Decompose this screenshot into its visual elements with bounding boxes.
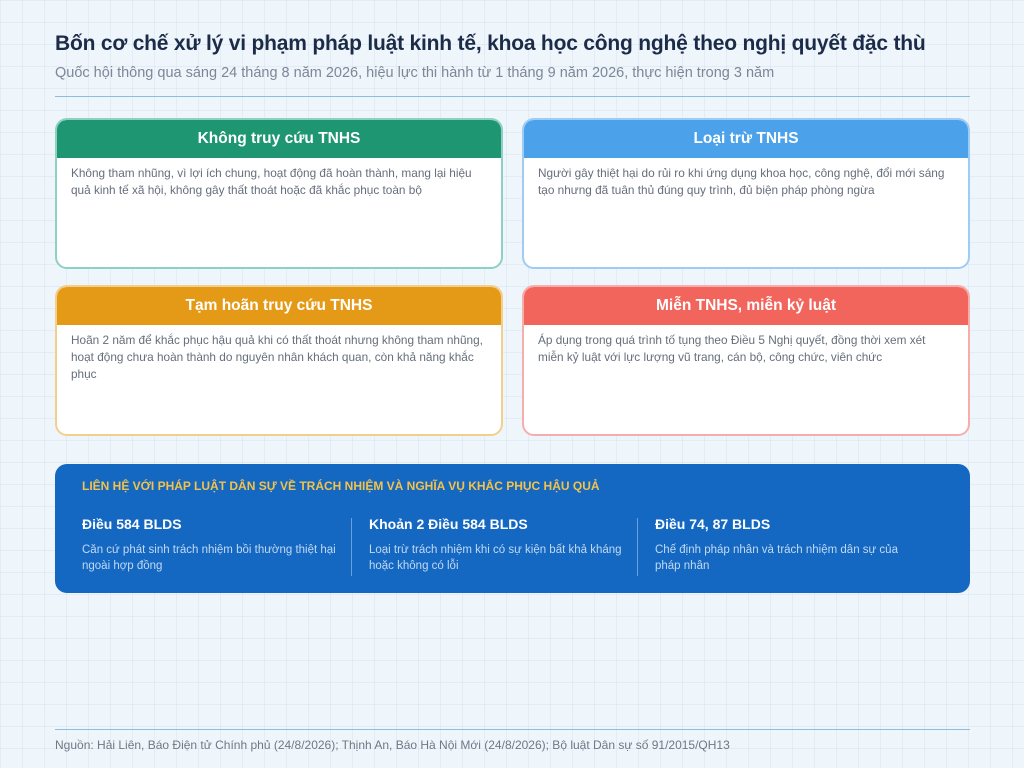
page-title: Bốn cơ chế xử lý vi phạm pháp luật kinh tế, khoa học công nghệ theo nghị quyết đặc thù bbox=[55, 32, 926, 55]
civil-law-item bbox=[655, 516, 925, 574]
mechanism-card-exclusion bbox=[522, 118, 970, 269]
civil-law-item-text: Căn cứ phát sinh trách nhiệm bồi thường thiệt hại ngoài hợp đồng bbox=[82, 544, 336, 572]
column-divider bbox=[351, 518, 352, 576]
mechanism-card-title: Miễn TNHS, miễn kỷ luật bbox=[524, 287, 968, 325]
column-divider bbox=[637, 518, 638, 576]
civil-law-item-text: Loại trừ trách nhiệm khi có sự kiện bất khả kháng hoặc không có lỗi bbox=[369, 544, 622, 572]
mechanism-card-exemption bbox=[522, 285, 970, 436]
mechanism-card-description: Áp dụng trong quá trình tố tụng theo Điều 5 Nghị quyết, đồng thời xem xét miễn kỷ luật với lực lượng vũ trang, cán bộ, công chức, viên chức bbox=[538, 333, 926, 364]
mechanism-card-title: Tạm hoãn truy cứu TNHS bbox=[57, 287, 501, 325]
mechanism-card-description: Người gây thiệt hại do rủi ro khi ứng dụng khoa học, công nghệ, đổi mới sáng tạo nhưng đã tuân thủ đúng quy trình, đủ biện pháp phòng ngừa bbox=[538, 166, 945, 197]
civil-law-item bbox=[82, 516, 352, 574]
civil-law-item-title: Điều 584 BLDS bbox=[82, 516, 182, 532]
civil-law-item-text: Chế định pháp nhân và trách nhiệm dân sự của pháp nhân bbox=[655, 544, 898, 572]
civil-law-item bbox=[369, 516, 639, 574]
source-note: Nguồn: Hải Liên, Báo Điện tử Chính phủ (24/8/2026); Thịnh An, Báo Hà Nội Mới (24/8/2026); Bộ luật Dân sự số 91/2015/QH13 bbox=[55, 738, 730, 752]
page-subtitle: Quốc hội thông qua sáng 24 tháng 8 năm 2026, hiệu lực thi hành từ 1 tháng 9 năm 2026, thực hiện trong 3 năm bbox=[55, 65, 775, 81]
civil-law-panel bbox=[55, 464, 970, 593]
civil-law-item-title: Khoản 2 Điều 584 BLDS bbox=[369, 516, 528, 532]
mechanism-card-description: Không tham nhũng, vì lợi ích chung, hoạt động đã hoàn thành, mang lại hiệu quả kinh tế xã hội, không gây thất thoát hoặc đã khắc phục toàn bộ bbox=[71, 166, 472, 197]
footer-divider bbox=[55, 729, 970, 730]
header-divider bbox=[55, 96, 970, 97]
mechanism-card-description: Hoãn 2 năm để khắc phục hậu quả khi có thất thoát nhưng không tham nhũng, hoạt động chưa hoàn thành do nguyên nhân khách quan, còn khả năng khắc phục bbox=[71, 333, 483, 381]
mechanism-card-postponement bbox=[55, 285, 503, 436]
civil-law-item-title: Điều 74, 87 BLDS bbox=[655, 516, 771, 532]
civil-law-heading: LIÊN HỆ VỚI PHÁP LUẬT DÂN SỰ VỀ TRÁCH NHIỆM VÀ NGHĨA VỤ KHẮC PHỤC HẬU QUẢ bbox=[82, 479, 600, 493]
mechanism-card-title: Loại trừ TNHS bbox=[524, 120, 968, 158]
mechanism-card-no-prosecution bbox=[55, 118, 503, 269]
mechanism-card-title: Không truy cứu TNHS bbox=[57, 120, 501, 158]
